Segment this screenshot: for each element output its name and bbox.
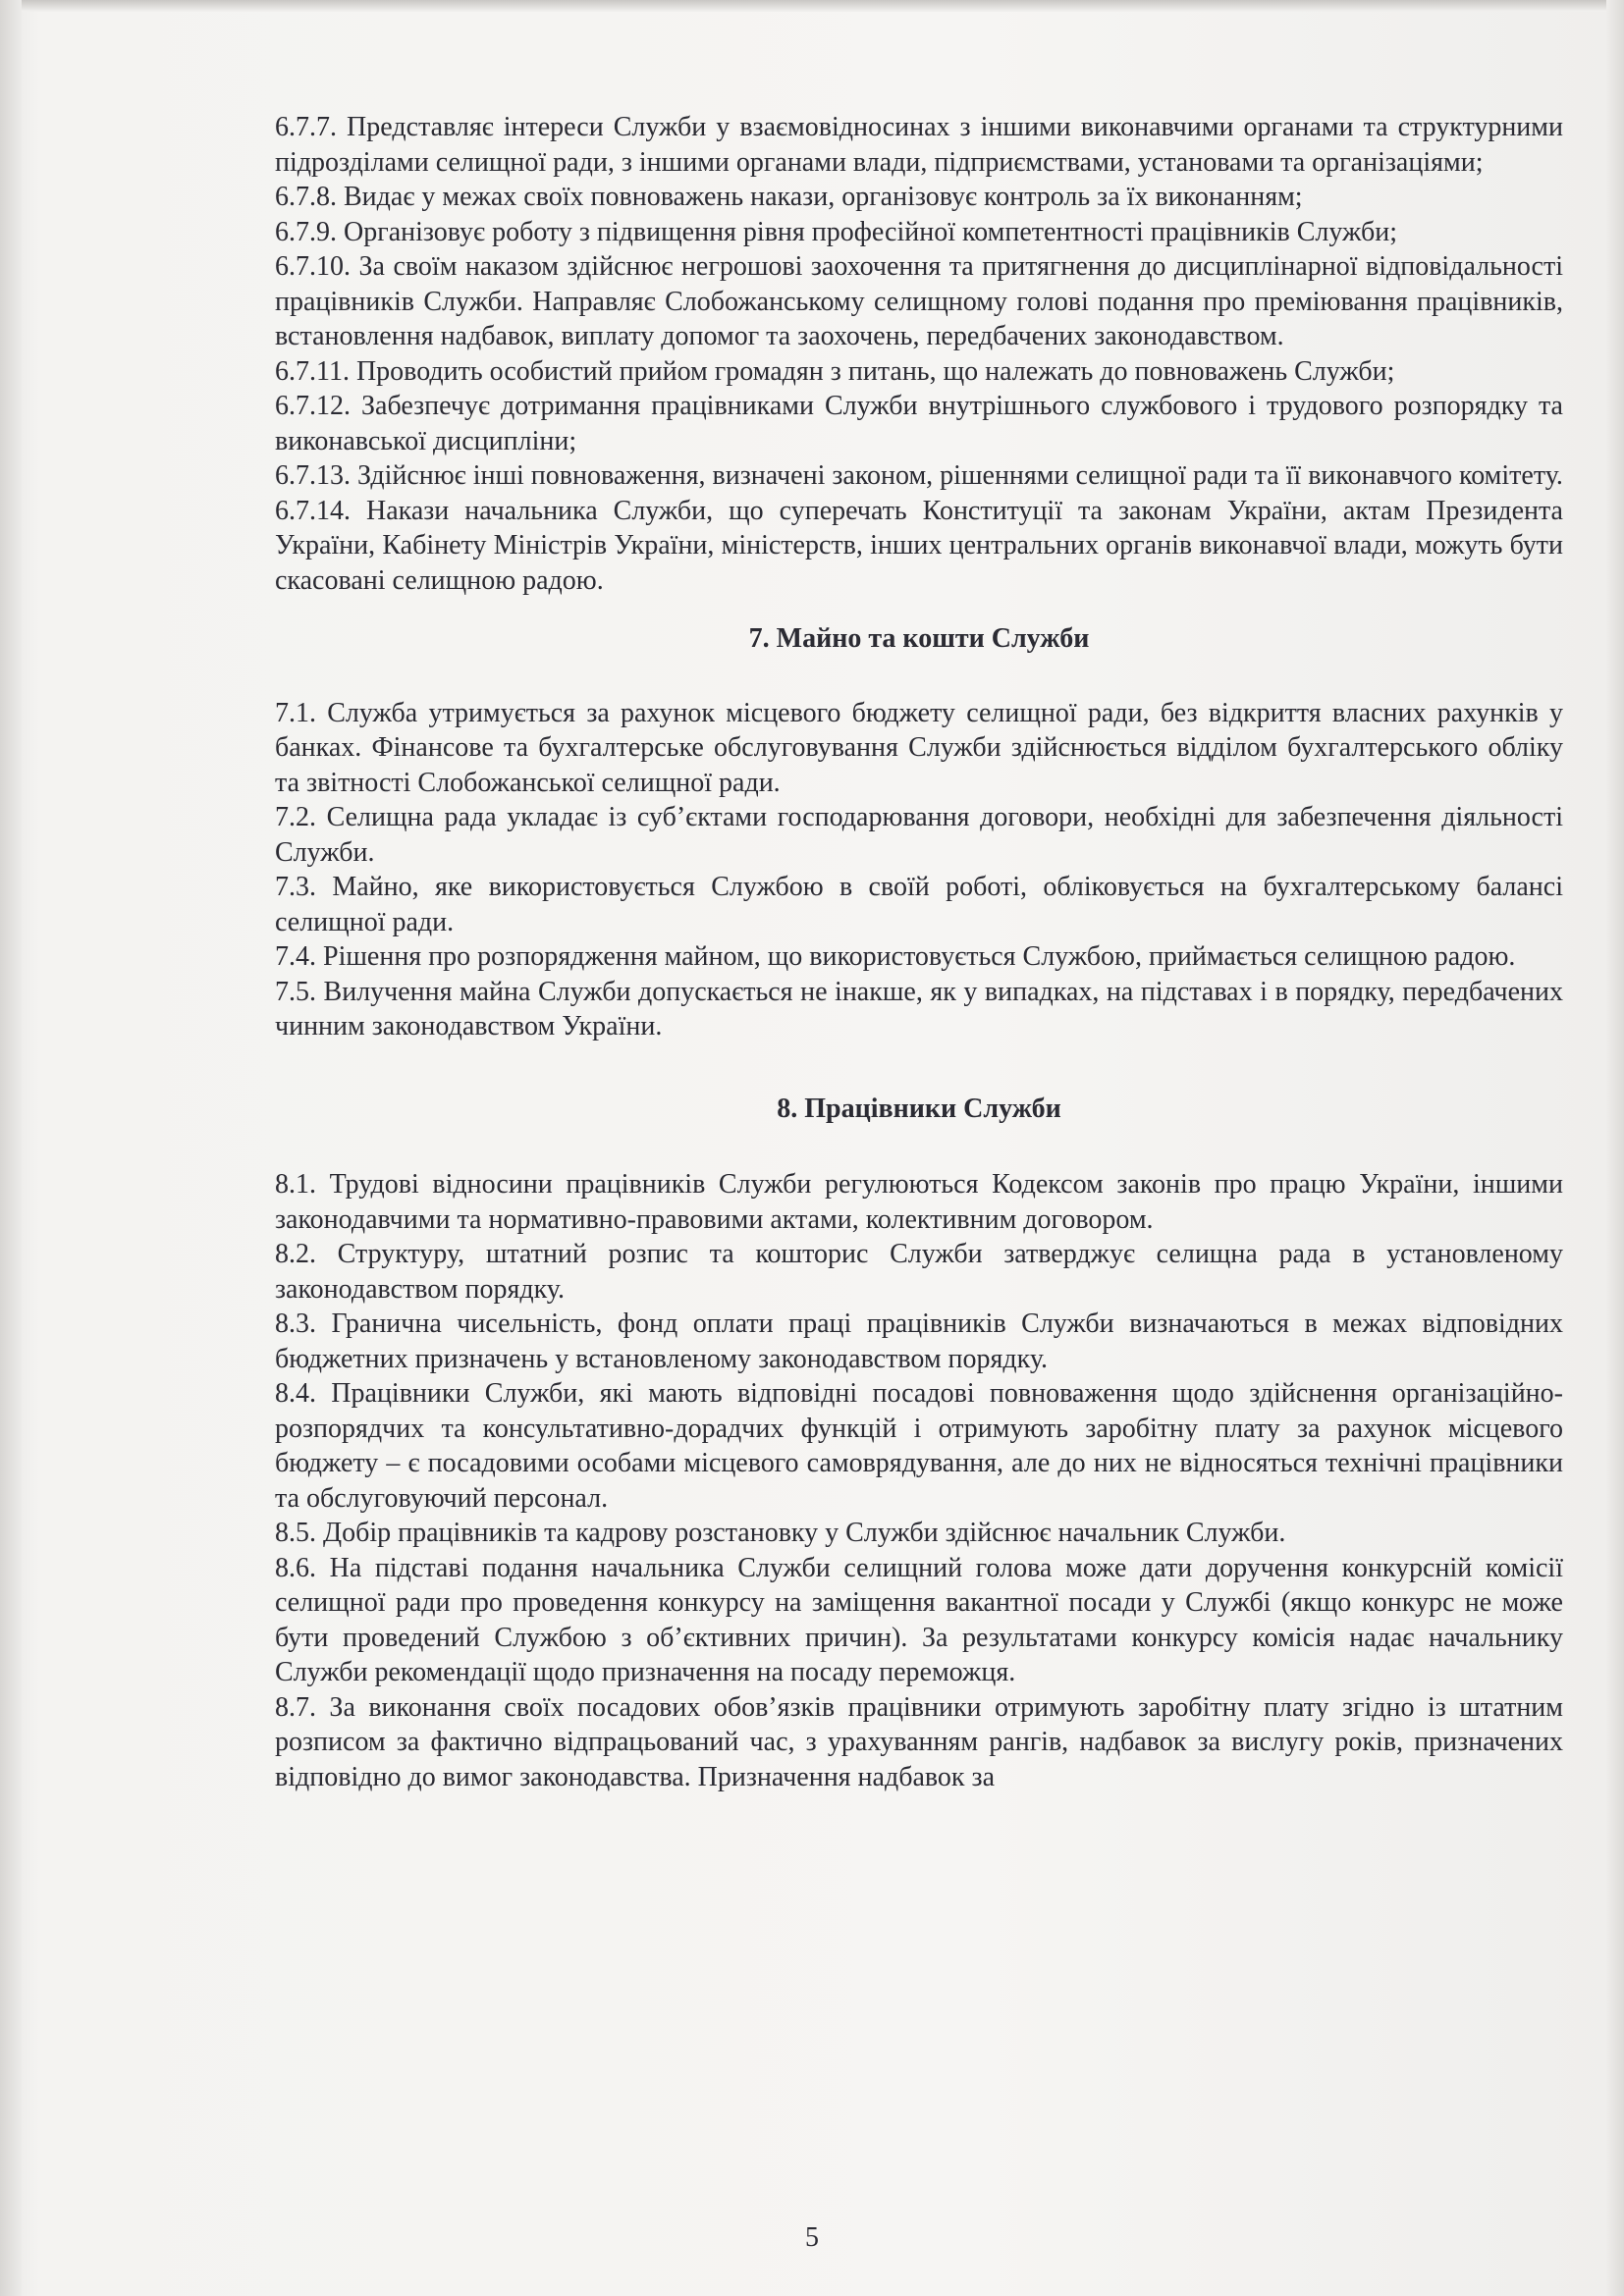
clause-6-7-9: 6.7.9. Організовує роботу з підвищення рівня професійної компетентності працівників Служби; xyxy=(275,216,1398,247)
page-number: 5 xyxy=(805,2222,819,2253)
document-body xyxy=(275,110,1563,1794)
clause-6-7-11: 6.7.11. Проводить особистий прийом громадян з питань, що належать до повноважень Служби; xyxy=(275,355,1395,387)
clause-8-5: 8.5. Добір працівників та кадрову розстановку у Служби здійснює начальник Служби. xyxy=(275,1518,1286,1548)
clause-8-6: 8.6. На підставі подання начальника Служби селищний голова може дати доручення конкурсній комісії селищної ради про проведення конкурсу на заміщення вакантної посади у Службі (якщо конкурс не може бути проведений Службою з об’єктивних причин). За результатами конкурсу комісія надає начальнику Служби рекомендації щодо призначення на посаду переможця. xyxy=(275,1552,1563,1687)
clause-8-7: 8.7. За виконання своїх посадових обов’язків працівники отримують заробітну плату згідно із штатним розписом за фактично відпрацьований час, з урахуванням рангів, надбавок за вислугу років, призначених відповідно до вимог законодавства. Призначення надбавок за xyxy=(275,1691,1563,1792)
clause-8-3: 8.3. Гранична чисельність, фонд оплати праці працівників Служби визначаються в межах відповідних бюджетних призначень у встановленому законодавством порядку. xyxy=(275,1308,1563,1374)
clause-7-2: 7.2. Селищна рада укладає із суб’єктами господарювання договори, необхідні для забезпечення діяльності Служби. xyxy=(275,802,1563,868)
clause-8-2: 8.2. Структуру, штатний розпис та кошторис Служби затверджує селищна рада в установленому законодавством порядку. xyxy=(275,1239,1563,1305)
clause-7-4: 7.4. Рішення про розпорядження майном, що використовується Службою, приймається селищною радою. xyxy=(275,941,1516,972)
clause-8-1: 8.1. Трудові відносини працівників Служби регулюються Кодексом законів про працю України, іншими законодавчими та нормативно-правовими актами, колективним договором. xyxy=(275,1169,1563,1235)
clause-6-7-8: 6.7.8. Видає у межах своїх повноважень накази, організовує контроль за їх виконанням; xyxy=(275,182,1303,212)
clause-6-7-10: 6.7.10. За своїм наказом здійснює негрошові заохочення та притягнення до дисциплінарної відповідальності працівників Служби. Направляє Слобожанському селищному голові подання про преміювання працівників, встановлення надбавок, виплату допомог та заохочень, передбачених законодавством. xyxy=(275,251,1563,351)
scan-right-edge xyxy=(1606,0,1624,2296)
section-7-heading: 7. Майно та кошти Служби xyxy=(748,623,1090,654)
scan-left-edge xyxy=(0,0,22,2296)
section-8-heading: 8. Працівники Служби xyxy=(777,1093,1061,1124)
clause-6-7-12: 6.7.12. Забезпечує дотримання працівниками Служби внутрішнього службового і трудового розпорядку та виконавської дисципліни; xyxy=(275,391,1563,456)
clause-7-3: 7.3. Майно, яке використовується Службою в своїй роботі, обліковується на бухгалтерському балансі селищної ради. xyxy=(275,872,1563,937)
clause-6-7-7: 6.7.7. Представляє інтереси Служби у взаємовідносинах з іншими виконавчими органами та структурними підрозділами селищної ради, з іншими органами влади, підприємствами, установами та організаціями; xyxy=(275,112,1563,178)
clause-6-7-14: 6.7.14. Накази начальника Служби, що суперечать Конституції та законам України, актам Президента України, Кабінету Міністрів України, міністерств, інших центральних органів виконавчої влади, можуть бути скасовані селищною радою. xyxy=(275,495,1563,596)
clause-6-7-13: 6.7.13. Здійснює інші повноваження, визначені законом, рішеннями селищної ради та її виконавчого комітету. xyxy=(275,460,1563,491)
clause-7-5: 7.5. Вилучення майна Служби допускається не інакше, як у випадках, на підставах і в порядку, передбачених чинним законодавством України. xyxy=(275,976,1563,1041)
clause-7-1: 7.1. Служба утримується за рахунок місцевого бюджету селищної ради, без відкриття власних рахунків у банках. Фінансове та бухгалтерське обслуговування Служби здійснюється відділом бухгалтерського обліку та звітності Слобожанської селищної ради. xyxy=(275,697,1563,798)
clause-8-4: 8.4. Працівники Служби, які мають відповідні посадові повноваження щодо здійснення організаційно-розпорядчих та консультативно-дорадчих функцій і отримують заробітну плату за рахунок місцевого бюджету – є посадовими особами місцевого самоврядування, але до них не відносяться технічні працівники та обслуговуючий персонал. xyxy=(275,1378,1563,1514)
scan-top-shadow xyxy=(0,0,1624,12)
